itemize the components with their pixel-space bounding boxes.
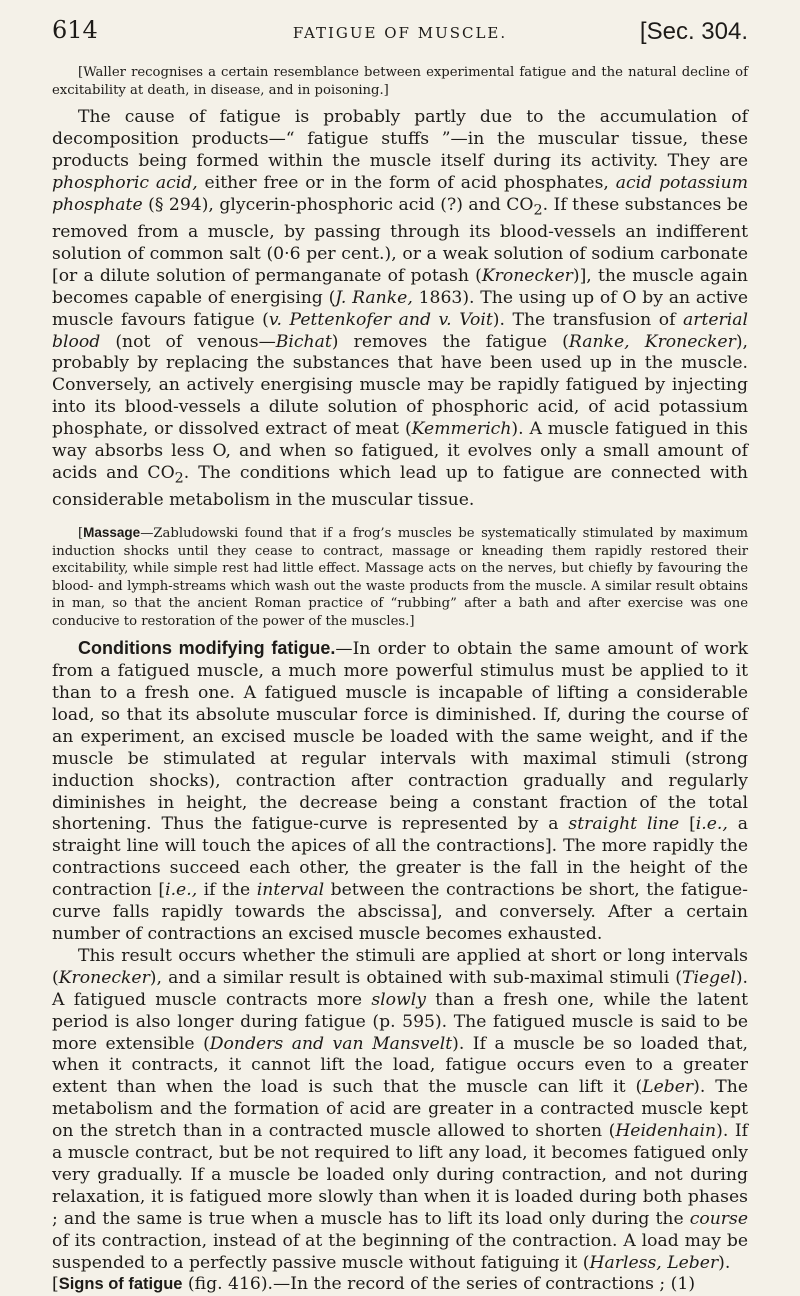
running-title: FATIGUE OF MUSCLE. xyxy=(292,24,508,42)
page-number: 614 xyxy=(52,16,98,44)
massage-heading: Massage xyxy=(83,525,141,541)
page-header xyxy=(52,14,748,64)
note-waller: [Waller recognises a certain resemblance between experimental fatigue and the natural decline of excitability at death, in disease, and in poisoning.] xyxy=(52,65,748,98)
note-massage: [Massage—Zabludowski found that if a frog’s muscles be systematically stimulated by maximum induction shocks until they cease to contract, massage or kneading them rapidly restored their excitability, while simple rest had little effect. Massage acts on the nerves, but chiefly by favouring the blood- and lymph-streams which wash out the waste products from the muscle. A similar result obtains in man, so that the ancient Roman practice of “rubbing” after a bath and after exercise was one conducive to restoration of the power of the muscles.] xyxy=(52,525,748,629)
paragraph-stimuli: This result occurs whether the stimuli are applied at short or long intervals (Kronecker), and a similar result is obtained with sub-maximal stimuli (Tiegel). A fatigued muscle contracts more slowly than a fresh one, while the latent period is also longer during fatigue (p. 595). The fatigued muscle is said to be more extensible (Donders and van Mansvelt). If a muscle be so loaded that, when it contracts, it cannot lift the load, fatigue occurs even to a greater extent than when the load is such that the muscle can lift it (Leber). The metabolism and the formation of acid are greater in a contracted muscle kept on the stretch than in a contracted muscle allowed to shorten (Heidenhain). If a muscle contract, but be not required to lift any load, it becomes fatigued only very gradually. If a muscle be loaded only during contraction, and not during relaxation, it is fatigued more slowly than when it is loaded during both phases ; and the same is true when a muscle has to lift its load only during the course of its contraction, instead of at the beginning of the contraction. A load may be suspended to a perfectly passive muscle without fatiguing it (Harless, Leber). xyxy=(52,945,749,1273)
section-number: [Sec. 304. xyxy=(639,18,748,45)
paragraph-signs: [Signs of fatigue (fig. 416).—In the record of the series of contractions ; (1) xyxy=(52,1274,696,1295)
paragraph-fatigue-cause: The cause of fatigue is probably partly due to the accumulation of decomposition products—“ fatigue stuffs ”—in the muscular tissue, these products being formed within the muscle itself during its activity. They are phosphoric acid, either free or in the form of acid phosphates, acid potassium phosphate (§ 294), glycerin-phosphoric acid (?) and $CO_2$. If these substances be removed from a muscle, by passing through its blood-vessels an indifferent solution of common salt (0·6 per cent.), or a weak solution of sodium carbonate [or a dilute solution of permanganate of potash (Kronecker)], the muscle again becomes capable of energising (J. Ranke, 1863). The using up of O by an active muscle favours fatigue (v. Pettenkofer and v. Voit). The transfusion of arterial blood (not of venous—Bichat) removes the fatigue (Ranke, Kronecker), probably by replacing the substances that have been used up in the muscle. Conversely, an actively energising muscle may be rapidly fatigued by injecting into its blood-vessels a dilute solution of phosphoric acid, of acid potassium phosphate, or dissolved extract of meat (Kemmerich). A muscle fatigued in this way absorbs less O, and when so fatigued, it evolves only a small amount of acids and $CO_2$. The conditions which lead up to fatigue are connected with considerable metabolism in the muscular tissue. xyxy=(52,107,748,511)
signs-heading: Signs of fatigue xyxy=(58,1275,183,1294)
paragraph-conditions: Conditions modifying fatigue.—In order to obtain the same amount of work from a fatigued muscle, a much more powerful stimulus must be applied to it than to a fresh one. A fatigued muscle is incapable of lifting a considerable load, so that its absolute muscular force is diminished. If, during the course of an experiment, an excised muscle be loaded with the same weight, and if the muscle be stimulated at regular intervals with maximal stimuli (strong induction shocks), contraction after contraction gradually and regularly diminishes in height, the decrease being a constant fraction of the total shortening. Thus the fatigue-curve is represented by a straight line [i.e., a straight line will touch the apices of all the contractions]. The more rapidly the contractions succeed each other, the greater is the fall in the height of the contraction [i.e., if the interval between the contractions be short, the fatigue-curve falls rapidly towards the abscissa], and conversely. After a certain number of contractions an excised muscle becomes exhausted. xyxy=(52,638,748,944)
conditions-heading: Conditions modifying fatigue. xyxy=(78,638,336,659)
